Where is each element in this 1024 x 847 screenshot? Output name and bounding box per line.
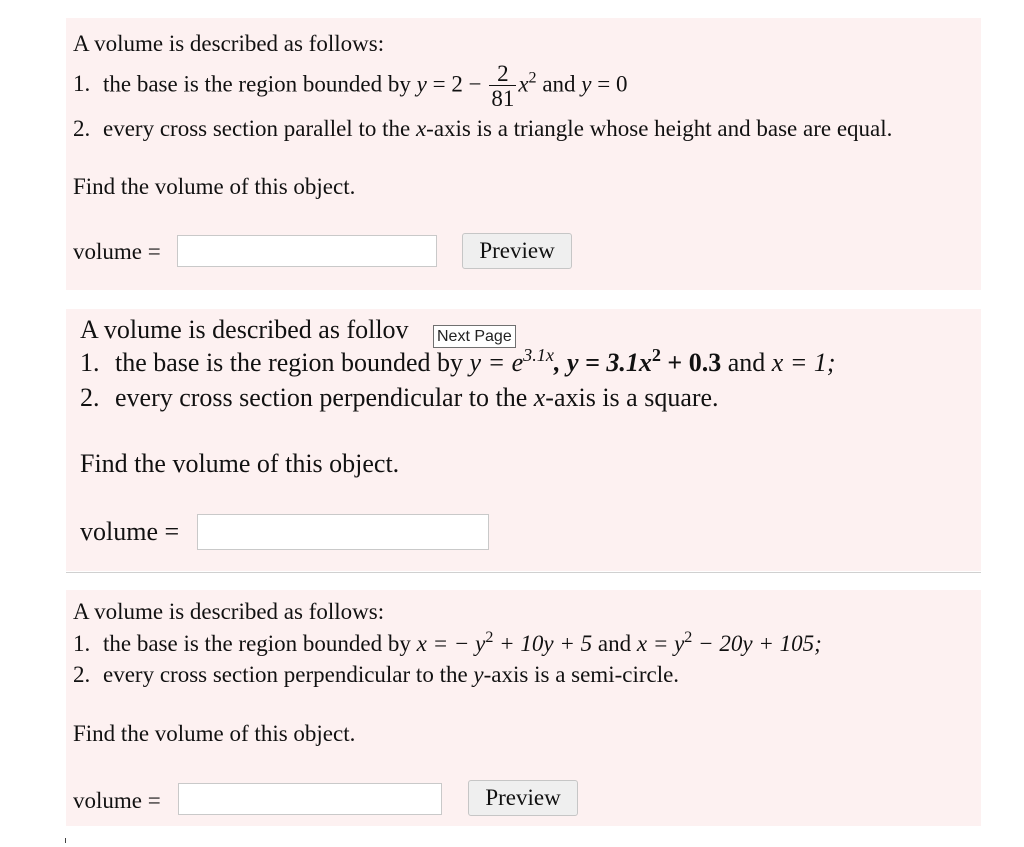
problem-2-intro: A volume is described as follov: [80, 315, 409, 344]
math-expression: + 10y + 5: [493, 631, 593, 656]
problem-3: [66, 590, 981, 826]
item-text: and: [597, 631, 632, 656]
item-number: 1.: [73, 631, 91, 656]
item-number: 2.: [73, 116, 91, 141]
problem-3-item-1: [73, 629, 822, 656]
section-divider: [66, 572, 981, 573]
item-text: every cross section parallel to the: [103, 116, 411, 141]
item-text: -axis is a square.: [545, 383, 719, 412]
math-exponent: 2: [528, 69, 537, 87]
volume-answer-input[interactable]: [177, 235, 437, 267]
problem-3-intro: A volume is described as follows:: [73, 599, 385, 624]
problem-1-question: Find the volume of this object.: [73, 174, 356, 199]
item-text: and: [542, 71, 576, 97]
item-number: 1.: [73, 71, 91, 97]
math-expression: x = y: [636, 631, 685, 656]
preview-button[interactable]: Preview: [468, 780, 578, 816]
problem-2-item-2: [80, 385, 719, 411]
volume-label: volume =: [80, 517, 180, 546]
problem-1-item-2: [73, 117, 892, 140]
math-expression: y = e: [469, 348, 524, 377]
item-number: 2.: [73, 662, 91, 687]
math-var: y: [416, 71, 427, 97]
math-expression: + 0.3: [660, 348, 722, 377]
math-exponent: 2: [651, 345, 661, 365]
volume-label: volume =: [73, 239, 161, 264]
math-var: y: [581, 71, 592, 97]
item-text: every cross section perpendicular to the: [103, 662, 468, 687]
math-exponent: 2: [684, 629, 693, 647]
problem-1-item-1: [73, 62, 628, 110]
volume-answer-input[interactable]: [178, 783, 442, 815]
math-exponent: 2: [485, 629, 494, 647]
problem-2-item-1: [80, 345, 836, 377]
problem-1: [66, 18, 981, 290]
math-const: 0: [616, 71, 628, 97]
problem-2: [66, 309, 981, 571]
problem-3-question: Find the volume of this object.: [73, 721, 356, 746]
volume-label: volume =: [73, 788, 161, 813]
math-exponent: 3.1x: [523, 345, 554, 365]
problem-3-item-2: [73, 663, 679, 686]
math-expression: x = − y: [416, 631, 486, 656]
math-var: y: [473, 662, 484, 687]
math-var: x: [533, 383, 546, 412]
math-var: x: [518, 71, 529, 97]
item-number: 1.: [80, 348, 100, 377]
math-op: =: [432, 71, 446, 97]
item-text: -axis is a semi-circle.: [483, 662, 680, 687]
math-var: x: [415, 116, 427, 141]
stray-mark: [65, 838, 66, 843]
math-const: 2: [451, 71, 463, 97]
problem-1-intro: A volume is described as follows:: [73, 31, 385, 56]
item-text: the base is the region bounded by: [115, 348, 464, 377]
item-text: -axis is a triangle whose height and base are equal.: [426, 116, 893, 141]
fraction: [489, 62, 516, 110]
item-text: and: [727, 348, 766, 377]
preview-button[interactable]: Preview: [462, 233, 572, 269]
problem-2-question: Find the volume of this object.: [80, 449, 400, 478]
fraction-denominator: 81: [491, 86, 515, 111]
volume-answer-input[interactable]: [197, 514, 489, 550]
item-text: the base is the region bounded by: [103, 631, 411, 656]
fraction-numerator: 2: [497, 61, 509, 86]
math-op: =: [597, 71, 611, 97]
math-expression: − 20y + 105;: [692, 631, 822, 656]
math-expression: , y = 3.1x: [553, 348, 652, 377]
item-number: 2.: [80, 383, 100, 412]
math-expression: x = 1;: [771, 348, 836, 377]
math-op: −: [468, 71, 482, 97]
item-text: every cross section perpendicular to the: [115, 383, 528, 412]
item-text: the base is the region bounded by: [103, 71, 411, 97]
next-page-tooltip: Next Page: [433, 325, 516, 348]
